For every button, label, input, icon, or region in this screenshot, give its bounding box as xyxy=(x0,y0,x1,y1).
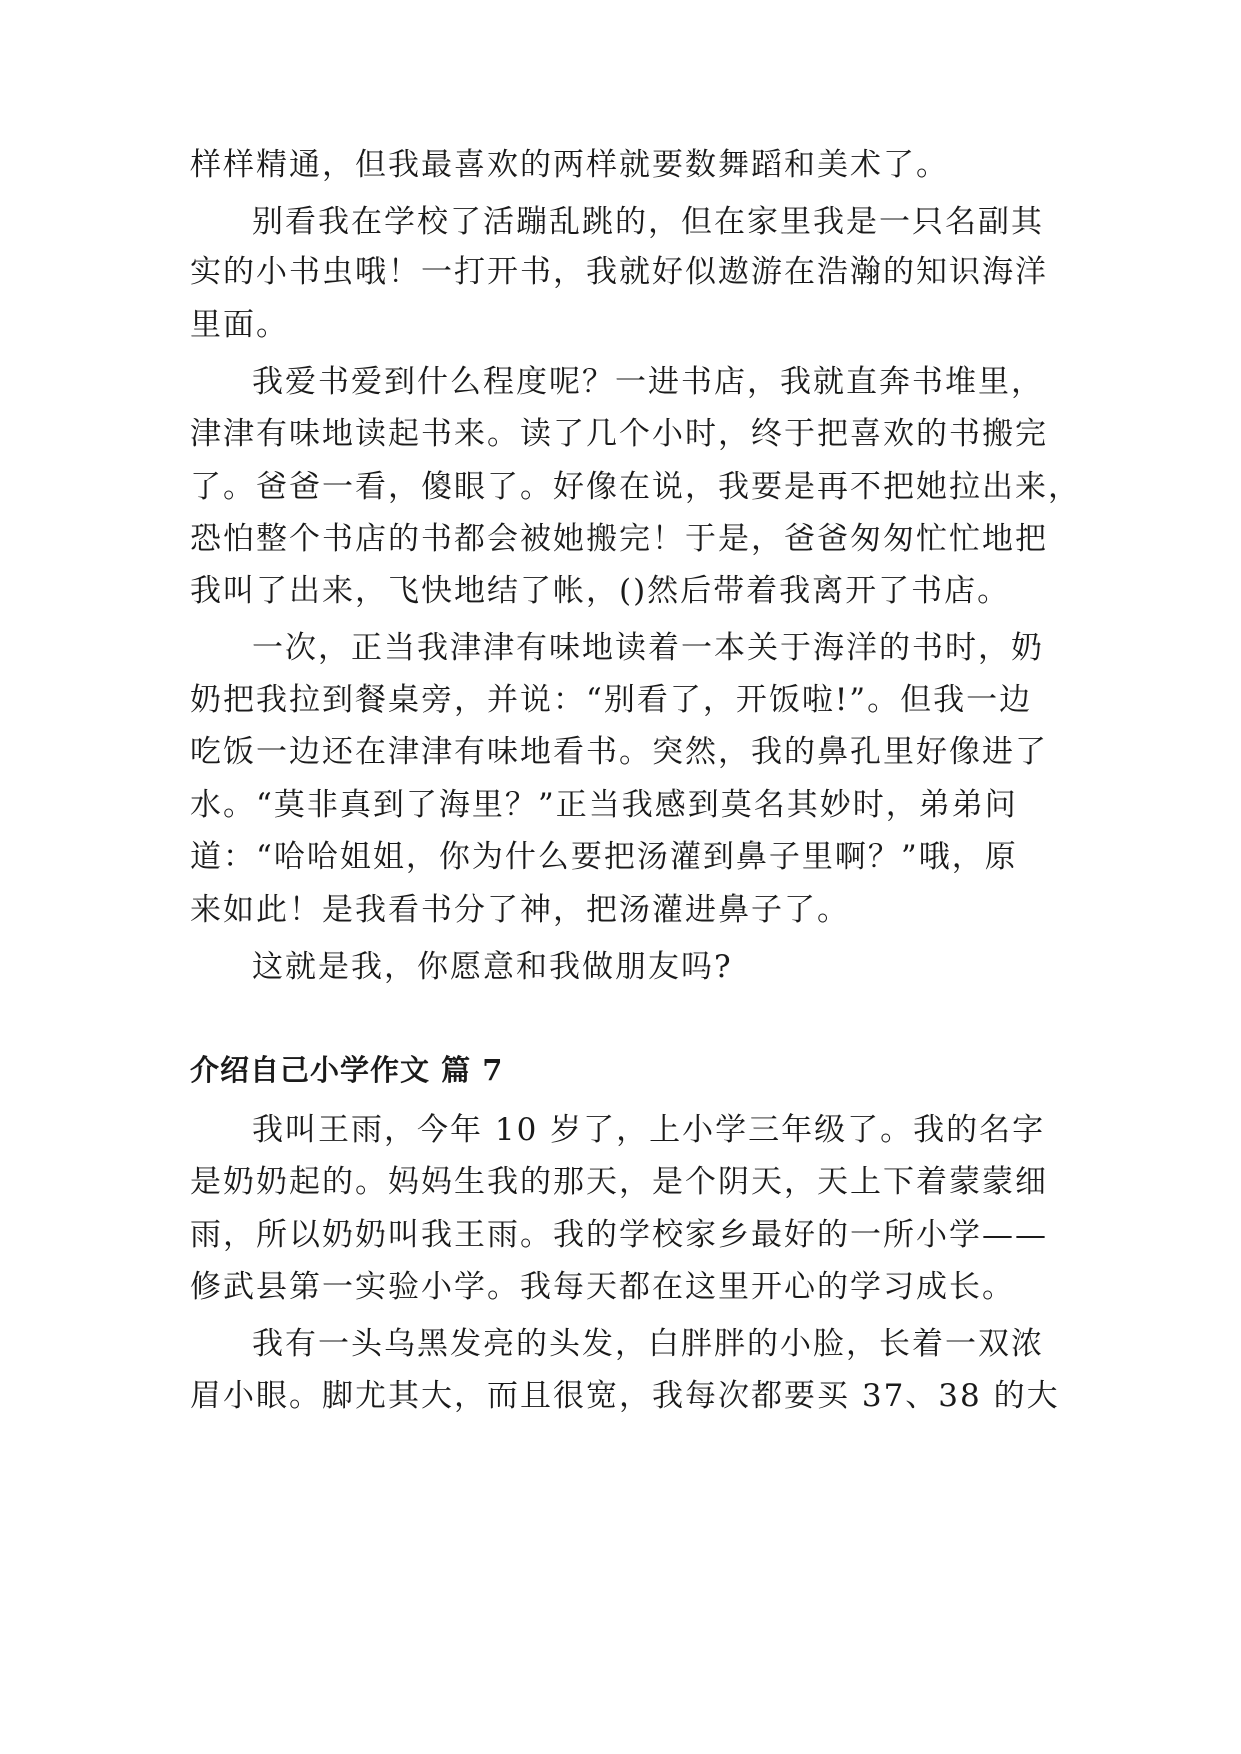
paragraph-first-line: 我爱书爱到什么程度呢？一进书店，我就直奔书堆里， xyxy=(252,364,1044,400)
text-line: 样样精通，但我最喜欢的两样就要数舞蹈和美术了。 xyxy=(190,147,949,183)
text-line: 是奶奶起的。妈妈生我的那天，是个阴天，天上下着蒙蒙细 xyxy=(190,1164,1048,1200)
text-line: 恐怕整个书店的书都会被她搬完！于是，爸爸匆匆忙忙地把 xyxy=(190,521,1048,557)
paragraph-first-line: 我有一头乌黑发亮的头发，白胖胖的小脸，长着一双浓 xyxy=(252,1326,1044,1362)
text-line: 修武县第一实验小学。我每天都在这里开心的学习成长。 xyxy=(190,1269,1015,1305)
text-line: 道：“哈哈姐姐，你为什么要把汤灌到鼻子里啊？”哦，原 xyxy=(190,839,1018,875)
text-line: 来如此！是我看书分了神，把汤灌进鼻子了。 xyxy=(190,892,850,928)
text-line: 吃饭一边还在津津有味地看书。突然，我的鼻孔里好像进了 xyxy=(190,734,1048,770)
paragraph-first-line: 这就是我，你愿意和我做朋友吗? xyxy=(252,949,733,985)
text-line: 实的小书虫哦！一打开书，我就好似遨游在浩瀚的知识海洋 xyxy=(190,254,1048,290)
text-line: 我叫了出来，飞快地结了帐，()然后带着我离开了书店。 xyxy=(190,573,1011,609)
section-heading: 介绍自己小学作文 篇 7 xyxy=(190,1053,504,1087)
paragraph-first-line: 我叫王雨，今年 10 岁了，上小学三年级了。我的名字 xyxy=(252,1112,1046,1148)
text-line: 奶把我拉到餐桌旁，并说：“别看了，开饭啦!”。但我一边 xyxy=(190,682,1033,718)
text-line: 雨，所以奶奶叫我王雨。我的学校家乡最好的一所小学—— xyxy=(190,1217,1048,1253)
paragraph-first-line: 一次，正当我津津有味地读着一本关于海洋的书时，奶 xyxy=(252,630,1044,666)
paragraph-first-line: 别看我在学校了活蹦乱跳的，但在家里我是一只名副其 xyxy=(252,204,1044,240)
text-line: 水。“莫非真到了海里？”正当我感到莫名其妙时，弟弟问 xyxy=(190,787,1018,823)
text-line: 了。爸爸一看，傻眼了。好像在说，我要是再不把她拉出来， xyxy=(190,469,1081,505)
text-line: 眉小眼。脚尤其大，而且很宽，我每次都要买 37、38 的大 xyxy=(190,1378,1060,1414)
text-line: 里面。 xyxy=(190,307,289,343)
text-line: 津津有味地读起书来。读了几个小时，终于把喜欢的书搬完 xyxy=(190,416,1048,452)
